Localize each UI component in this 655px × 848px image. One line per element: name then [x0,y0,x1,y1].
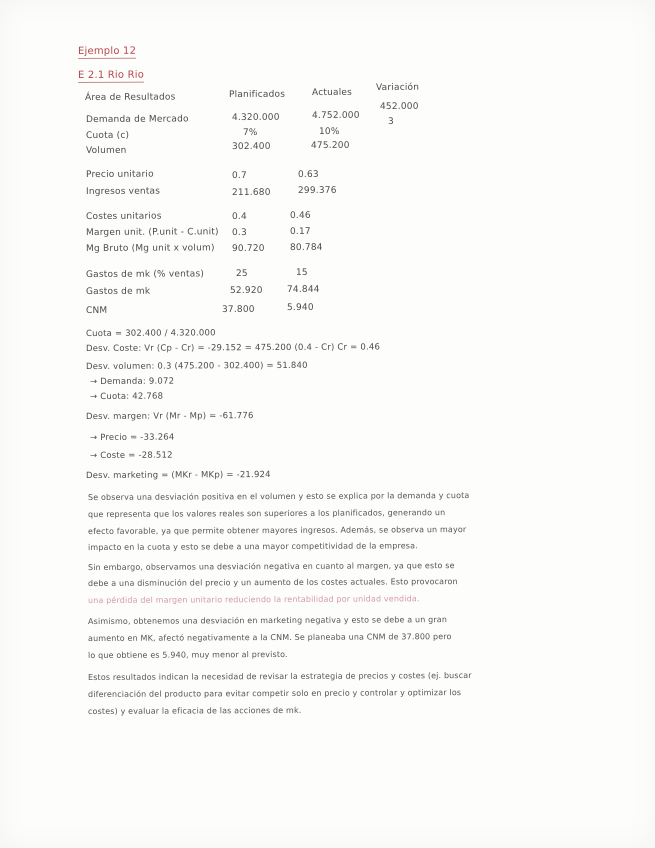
paragraph-line: una pérdida del margen unitario reduciendo la rentabilidad por unidad vendida. [87,594,420,605]
row-label: Costes unitarios [85,211,162,222]
row-planned: 0.4 [231,211,247,222]
row-label: Margen unit. (P.unit - C.unit) [85,227,219,238]
row-planned: 25 [235,268,248,279]
row-actual: 299.376 [297,185,337,196]
row-planned: 4.320.000 [231,112,280,123]
row-label: Cuota (c) [85,130,130,141]
paragraph-line: aumento en MK, afectó negativamente a la CNM. Se planeaba una CNM de 37.800 pero [87,632,452,643]
page-heading: Ejemplo 12 [77,45,137,57]
row-actual: 4.752.000 [311,110,360,121]
row-label: Demanda de Mercado [85,114,189,125]
row-actual: 475.200 [310,140,350,151]
row-actual: 5.940 [286,302,314,313]
paragraph-line: impacto en la cuota y esto se debe a una mayor competitividad de la empresa. [87,541,418,552]
calc-line: Desv. marketing = (MKr - MKp) = -21.924 [85,470,271,481]
paragraph-line: lo que obtiene es 5.940, muy menor al previsto. [87,649,288,660]
paragraph-line: Asimismo, obtenemos una desviación en marketing negativa y esto se debe a un gran [87,615,448,626]
exercise-subheading: E 2.1 Rio Rio [77,69,145,81]
paragraph-line: Sin embargo, observamos una desviación negativa en cuanto al margen, ya que esto se [87,561,455,572]
row-planned: 0.3 [231,227,247,238]
calc-line: Desv. Coste: Vr (Cp - Cr) = -29.152 = 475.200 (0.4 - Cr) Cr = 0.46 [85,342,381,354]
row-planned: 302.400 [231,141,271,152]
row-planned: 52.920 [229,285,263,296]
row-planned: 211.680 [231,187,271,198]
row-label: CNM [85,305,108,316]
variation-value: 452.000 [379,101,419,112]
variation-value: 3 [387,116,394,127]
row-label: Ingresos ventas [85,186,161,197]
paragraph-line: costes) y evaluar la eficacia de las acciones de mk. [87,705,302,716]
calc-line: Desv. margen: Vr (Mr - Mp) = -61.776 [85,411,254,422]
header-variation: Variación [375,82,420,93]
calc-line: Desv. volumen: 0.3 (475.200 - 302.400) = 51.840 [85,360,308,372]
paragraph-line: Estos resultados indican la necesidad de revisar la estrategia de precios y costes (ej. buscar [87,670,472,682]
row-planned: 0.7 [231,170,247,181]
row-actual: 0.17 [289,226,311,237]
row-label: Mg Bruto (Mg unit x volum) [85,243,215,254]
row-planned: 90.720 [231,243,265,254]
row-planned: 37.800 [221,304,255,315]
row-label: Volumen [85,145,127,156]
paragraph-line: debe a una disminución del precio y un aumento de los costes actuales. Esto provocaron [87,577,458,588]
paragraph-line: Se observa una desviación positiva en el volumen y esto se explica por la demanda y cuota [87,491,470,502]
row-actual: 0.63 [297,169,319,180]
calc-line: → Demanda: 9.072 [89,376,175,387]
row-label: Gastos de mk (% ventas) [85,269,205,280]
row-actual: 10% [318,126,340,137]
row-planned: 7% [242,127,258,138]
row-label: Precio unitario [85,169,154,180]
paragraph-line: diferenciación del producto para evitar competir solo en precio y controlar y optimizar los [87,688,462,699]
paragraph-line: que representa que los valores reales son superiores a los planificados, generando un [87,508,446,519]
calc-line: Cuota = 302.400 / 4.320.000 [85,328,216,339]
calc-line: → Coste = -28.512 [89,450,173,461]
row-actual: 74.844 [286,284,320,295]
row-label: Gastos de mk [85,286,151,297]
row-actual: 15 [295,267,308,278]
header-actual: Actuales [311,87,353,98]
header-area: Área de Resultados [84,92,176,103]
calc-line: → Precio = -33.264 [89,432,175,443]
paragraph-line: efecto favorable, ya que permite obtener mayores ingresos. Además, se observa un mayor [87,525,467,536]
row-actual: 0.46 [289,210,311,221]
calc-line: → Cuota: 42.768 [89,391,164,402]
header-planned: Planificados [228,89,286,100]
row-actual: 80.784 [289,242,323,253]
